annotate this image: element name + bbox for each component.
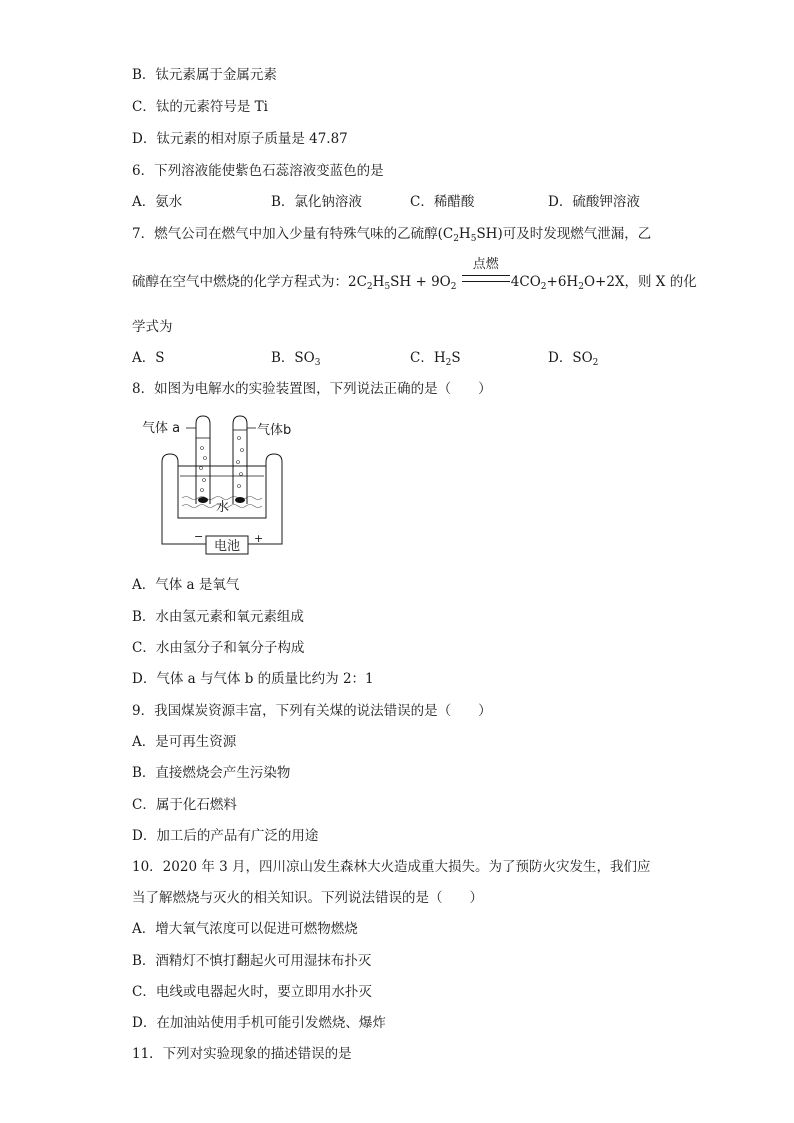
q9-option-a: A．是可再生资源 <box>132 734 237 750</box>
q10-stem-line2: 当了解燃烧与灭火的相关知识。下列说法错误的是（ ） <box>132 890 483 906</box>
gas-b-label: 气体b <box>257 423 292 438</box>
q6-option-a: A．氨水 <box>132 194 183 210</box>
q5-option-b: B．钛元素属于金属元素 <box>132 67 277 83</box>
q9-option-b: B．直接燃烧会产生污染物 <box>132 765 291 781</box>
q7-option-d: D．$SO_2$ <box>548 350 599 368</box>
q8-stem: 8．如图为电解水的实验装置图，下列说法正确的是（ ） <box>132 381 492 397</box>
q6-option-b: B．氯化钠溶液 <box>271 194 362 210</box>
q7-stem-end: 学式为 <box>132 319 173 335</box>
minus-sign: − <box>194 530 204 543</box>
q6-option-d: D．硫酸钾溶液 <box>548 194 640 210</box>
q9-option-c: C．属于化石燃料 <box>132 797 237 813</box>
q8-option-b: B．水由氢元素和氧元素组成 <box>132 609 304 625</box>
q6-option-c: C．稀醋酸 <box>410 194 475 210</box>
electrolysis-diagram <box>136 408 306 560</box>
q10-option-d: D．在加油站使用手机可能引发燃烧、爆炸 <box>132 1015 386 1031</box>
q11-stem: 11．下列对实验现象的描述错误的是 <box>132 1046 352 1062</box>
q5-option-d: D．钛元素的相对原子质量是 47.87 <box>132 131 348 147</box>
q7-stem: 7．燃气公司在燃气中加入少量有特殊气味的乙硫醇$(C_2H_5SH)$可及时发现燃气泄漏，乙 <box>132 226 652 244</box>
gas-a-label: 气体 a <box>142 421 181 436</box>
q9-option-d: D．加工后的产品有广泛的用途 <box>132 828 319 844</box>
q7-option-b: B．$SO_3$ <box>271 350 321 368</box>
q8-option-c: C．水由氢分子和氧分子构成 <box>132 640 305 656</box>
q7-option-a: A．S <box>132 350 165 366</box>
q9-stem: 9．我国煤炭资源丰富，下列有关煤的说法错误的是（ ） <box>132 703 492 719</box>
q10-option-b: B．酒精灯不慎打翻起火可用湿抹布扑灭 <box>132 953 372 969</box>
q7-equation: 硫醇在空气中燃烧的化学方程式为：$2C_2H_5SH + 9O_2$ 点燃 $4CO_2+6H_2O+2X$，则 X 的化 <box>132 257 697 292</box>
plus-sign: + <box>254 532 264 545</box>
water-label: 水 <box>216 500 230 515</box>
q10-stem-line1: 10．2020 年 3 月，四川凉山发生森林大火造成重大损失。为了预防火灾发生，我们应 <box>132 859 651 875</box>
q10-option-c: C．电线或电器起火时，要立即用水扑灭 <box>132 984 372 1000</box>
q8-option-d: D．气体 a 与气体 b 的质量比约为 2：1 <box>132 671 374 687</box>
q6-stem: 6．下列溶液能使紫色石蕊溶液变蓝色的是 <box>132 163 384 179</box>
q5-option-c: C．钛的元素符号是 Ti <box>132 99 268 115</box>
battery-label: 电池 <box>214 539 241 554</box>
q8-option-a: A．气体 a 是氧气 <box>132 577 240 593</box>
q7-option-c: C．$H_2S$ <box>410 350 461 368</box>
q10-option-a: A．增大氧气浓度可以促进可燃物燃烧 <box>132 921 358 937</box>
reaction-arrow: 点燃 <box>462 272 510 290</box>
